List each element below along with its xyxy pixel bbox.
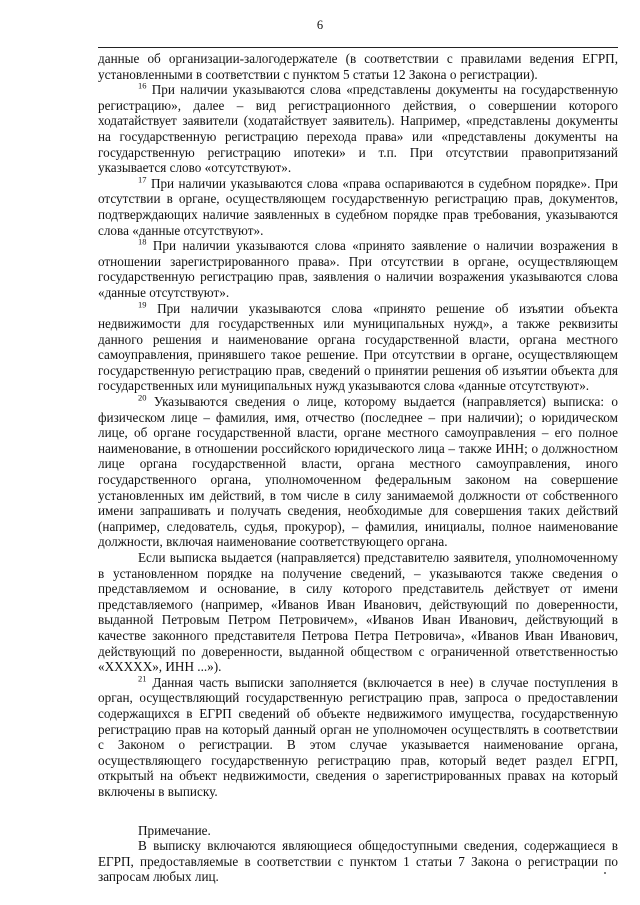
footnote-21 — [98, 675, 618, 800]
footnotes-body — [98, 51, 618, 885]
footnote-19-text: При наличии указываются слова «принято решение об изъятии объекта недвижимости для государственных или муниципальных нужд», а также реквизиты данного решения и наименование органа государственной власти, органа местного самоуправления, принявшего такое решение. При отсутствии в органе, осуществляющем государственную регистрацию прав, сведений о принятии решения об изъятии объекта для государственных или муниципальных нужд указываются слова «данные отсутствуют». — [98, 300, 619, 394]
representative-paragraph: Если выписка выдается (направляется) представителю заявителя, уполномоченному в установленном порядке на получение сведений, – указываются также сведения о представляемом и основание, в силу которого представитель действует от имени представляемого (например, «Иванов Иван Иванович, действующий по доверенности, выданной Петровым Петром Петровичем», «Иванов Иван Иванович, действующий в качестве законного представителя Петрова Петра Петровича», «Иванов Иван Иванович, действующий по доверенности, выданной обществом с ограниченной ответственностью «XXXXX», ИНН ...»). — [98, 550, 618, 675]
footnote-16-marker: 16 — [138, 80, 147, 91]
page-number: 6 — [316, 18, 324, 32]
note-text: В выписку включаются являющиеся общедоступными сведения, содержащиеся в ЕГРП, предоставляемые в соответствии с пунктом 1 статьи 7 Закона о регистрации по запросам любых лиц. — [98, 838, 618, 885]
footnote-19 — [98, 301, 618, 395]
footnote-17 — [98, 176, 618, 238]
note-heading: Примечание. — [138, 822, 211, 838]
footnote-separator-line — [98, 47, 618, 48]
footnote-18-text: При наличии указываются слова «принято заявление о наличии возражения в отношении зарегистрированного права». При отсутствии в органе, осуществляющем государственную регистрацию прав, заявления о наличии возражения указываются слова «данные отсутствуют». — [98, 238, 619, 300]
scan-speck — [604, 872, 606, 874]
footnote-18 — [98, 238, 618, 300]
footnote-16-text: При наличии указываются слова «представлены документы на государственную регистрацию», далее – вид регистрационного действия, о совершении которого ходатайствует заявители (ходатайствует заявитель). Например, «представлены документы на государственную регистрацию перехода права» или «представлены документы на государственную регистрацию ипотеки» и т.п. При отсутствии правопритязаний указывается слово «отсутствуют». — [98, 82, 619, 176]
footnote-20-text: Указываются сведения о лице, которому выдается (направляется) выписка: о физическом лице – фамилия, имя, отчество (последнее – при наличии); о юридическом лице, об органе государственной власти, органе местного самоуправления – его полное наименование, в отношении российского юридического лица – также ИНН; о должностном лице органа государственной власти, органа местного самоуправления, иного государственного органа, уполномоченном федеральным законом на совершение установленных им действий, в том числе в силу занимаемой должности от собственного имени запрашивать и получать сведения, необходимые для совершения таких действий (например, следователь, судья, прокурор), – фамилия, инициалы, полное наименование должности, включая наименование соответствующего органа. — [98, 394, 619, 550]
footnote-20 — [98, 394, 618, 550]
footnote-16 — [98, 82, 618, 176]
footnote-15-continuation: данные об организации-залогодержателе (в соответствии с правилами ведения ЕГРП, установленными в соответствии с пунктом 5 статьи 12 Закона о регистрации). — [98, 51, 618, 82]
footnote-21-marker: 21 — [138, 673, 147, 684]
footnote-21-text: Данная часть выписки заполняется (включается в нее) в случае поступления в орган, осуществляющий государственную регистрацию прав, запроса о предоставлении содержащихся в ЕГРП сведений об объекте недвижимого имущества, государственную регистрацию прав на который данный орган не уполномочен осуществлять в соответствии с Законом о регистрации. В этом случае указывается наименование органа, осуществляющего государственную регистрацию прав, который ведет раздел ЕГРП, открытый на объект недвижимости, сведения о зарегистрированных правах на который включены в выписку. — [98, 674, 619, 799]
footnote-19-marker: 19 — [138, 299, 147, 310]
footnote-20-marker: 20 — [138, 392, 147, 403]
footnote-17-marker: 17 — [138, 174, 147, 185]
footnote-17-text: При наличии указываются слова «права оспариваются в судебном порядке». При отсутствии в органе, осуществляющем государственную регистрацию прав, документов, подтверждающих наличие заявленных в судебном порядке прав требования, указываются слова «данные отсутствуют». — [98, 175, 618, 238]
footnote-18-marker: 18 — [138, 236, 147, 247]
